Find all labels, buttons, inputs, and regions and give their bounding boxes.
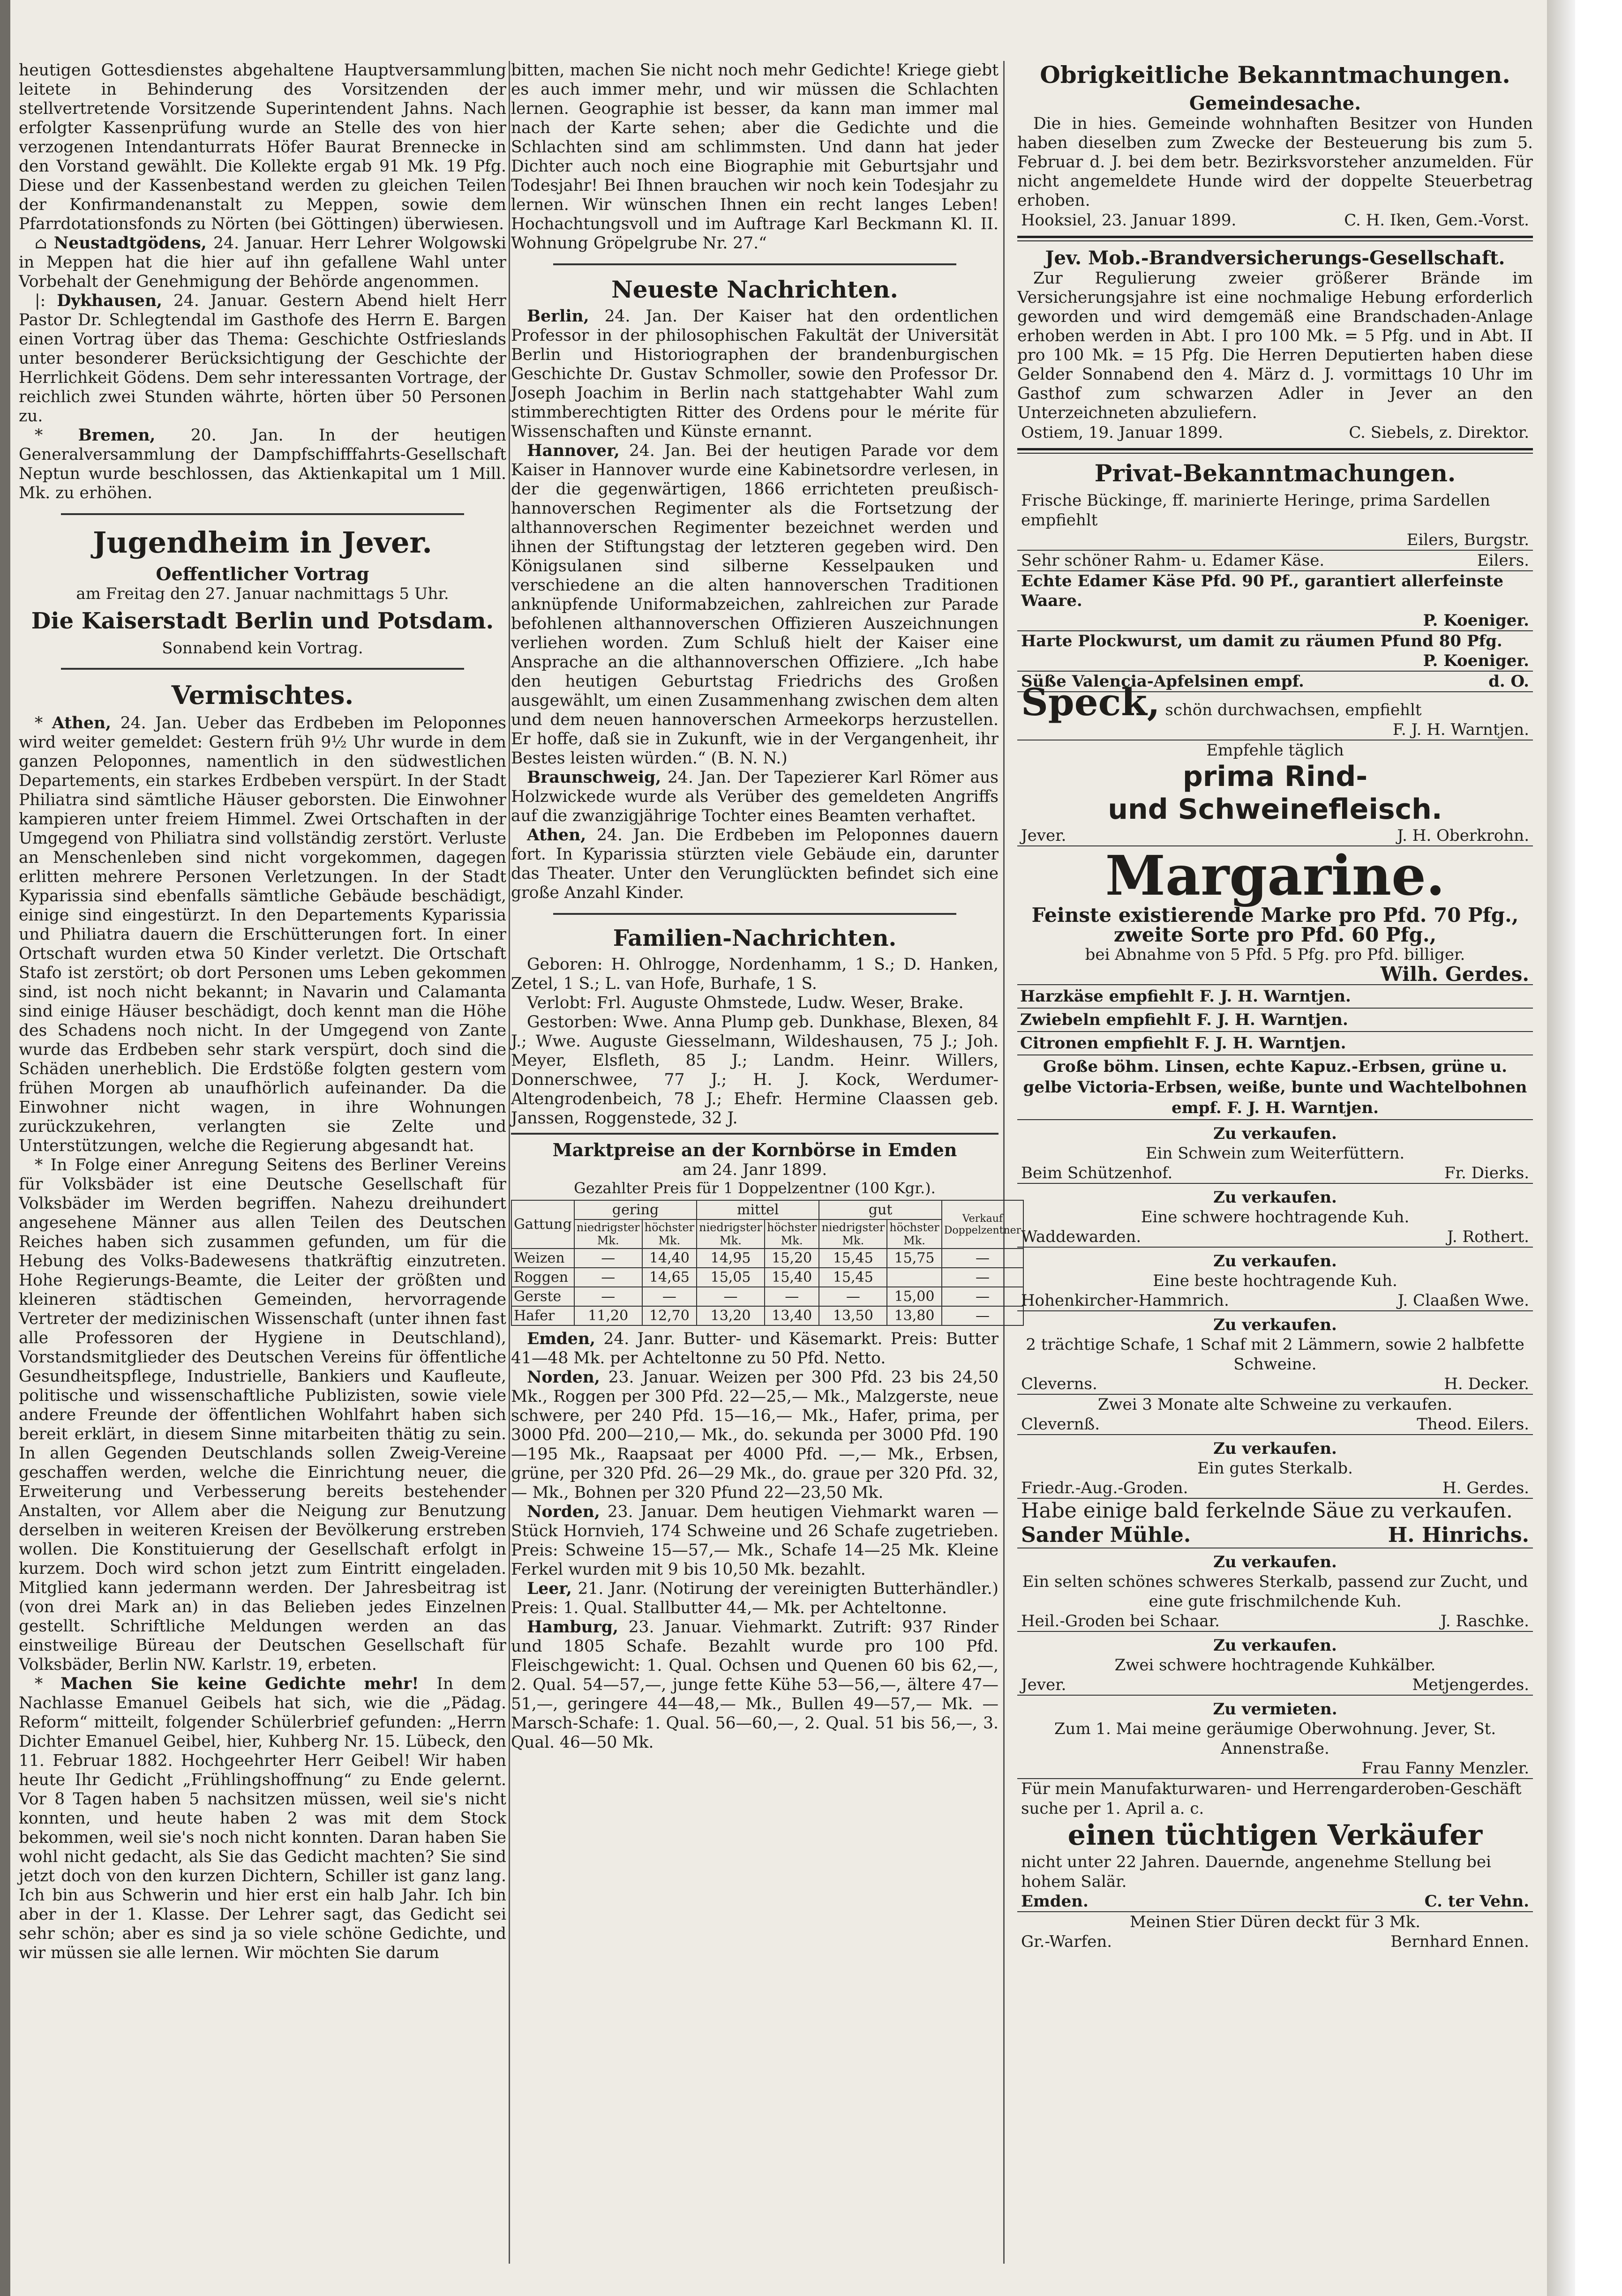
article-text: 23. Januar. Dem heutigen Viehmarkt waren — Stück Hornvieh, 174 Schweine und 26 Schafe zugetrieben. Preis: Schweine 15—57,— Mk., Schafe 14—25 Mk. Kleine Ferkel wurden mit 9 bis 10,50 Mk. bezahlt. [511,1503,999,1579]
place-name: Hamburg, [527,1618,618,1637]
classified-ad: Frische Bückinge, ff. marinierte Heringe, prima Sardellen empfiehlt Eilers, Burgstr. [1017,491,1533,551]
table-subheader: höchster Mk. [887,1219,941,1249]
divider [1017,448,1533,454]
classified-ad: Zu verkaufen. Eine schwere hochtragende Kuh. Waddewarden. J. Rothert. [1017,1188,1533,1248]
place-name: Leer, [527,1579,572,1598]
divider [61,668,464,670]
table-subheader: niedrigster Mk. [819,1219,887,1249]
classified-ad: Zu verkaufen. Zwei schwere hochtragende Kuhkälber. Jever. Metjengerdes. [1017,1636,1533,1696]
classified-ad: Zwiebeln empfiehlt F. J. H. Warntjen. [1017,1009,1533,1032]
table-subheader: höchster Mk. [765,1219,819,1249]
article-text: bitten, machen Sie nicht noch mehr Gedichte! Kriege giebt es auch immer mehr, und wir müssen die Schlachten lernen. Geographie ist besser, da kann man immer mal nach der Karte sehen; aber die Gedichte und die Schlachten sind am schlimmsten. Und dann hat jeder Dichter auch noch eine Biographie mit Geburtsjahr und Todesjahr! Bei Ihnen brauchen wir noch kein Todesjahr zu lernen. Wir wünschen Ihnen ein recht langes Leben! Hochachtungsvoll und im Auftrage Karl Beckmann Kl. II. Wohnung Gröpelgrube Nr. 27.“ [511,61,999,253]
table-subheader: höchster Mk. [642,1219,697,1249]
divider [1017,236,1533,241]
article-text: 24. Januar. Gestern Abend hielt Herr Pastor Dr. Schlegtendal im Gasthofe des Herrn E. Bargen einen Vortrag über das Thema: Geschichte Ostfrieslands unter besonderer Berücksichtigung der Geschichte der Herrlichkeit Gödens. Dem sehr interessanten Vortrage, der reichlich zwei Stunden währte, hörten über 50 Personen zu. [19,292,507,426]
classified-ad: Sehr schöner Rahm- u. Edamer Käse. Eilers. [1017,551,1533,571]
article [511,441,999,768]
scan-edge [1547,0,1575,2296]
event-note: Sonnabend kein Vortrag. [162,639,363,658]
article-text: heutigen Gottesdienstes abgehaltene Hauptversammlung leitete in Behinderung des Vorsitzenden der stellvertretende Vorsitzende Superintendent Jahns. Nach erfolgter Kassenprüfung wurde an Stelle des von hier verzogenen Intendanturrats Höfer Baurat Brennecke in den Vorstand gewählt. Die Kollekte ergab 91 Mk. 19 Pfg. Diese und der Kassenbestand werden zu gleichen Teilen der Konfirmandenanstalt zu Meppen, sowie dem Pfarrdotationsfonds zu Nörten (bei Göttingen) überwiesen. [19,61,506,233]
article-text: In dem Nachlasse Emanuel Geibels hat sich, wie die „Pädag. Reform“ mitteilt, folgender Schülerbrief gefunden: „Herrn Dichter Emanuel Geibel, hier, Kuhberg Nr. 15. Lübeck, den 11. Februar 1882. Hochgeehrter Herr Geibel! Wir haben heute Ihr Gedicht „Frühlingshoffnung“ zu Ende gelernt. Vor 8 Tagen haben 5 nachsitzen müssen, weil sie's nicht konnten, und heute haben 2 was mit dem Stock bekommen, weil sie's noch nicht konnten. Daran haben Sie wohl nicht gedacht, als Sie das Gedicht machten? Sie sind jetzt doch von den kurzen Dichtern, Schiller ist ganz lang. Ich bin aus Schwerin und hier erst ein halb Jahr. Ich bin aber in der 1. Klasse. Der Lehrer sagt, das Gedicht sei sehr schön; aber es sind ja so viele schöne Gedichte, und wir müssen sie alle lernen. Wir möchten Sie darum [19,1675,507,1962]
table-header: Gattung [511,1200,574,1249]
column-rule [1003,61,1005,2264]
notice-footer: Hooksiel, 23. Januar 1899. C. H. Iken, Gem.-Vorst. [1021,211,1529,230]
classified-ad: Margarine. Feinste existierende Marke pro Pfd. 70 Pfg., zweite Sorte pro Pfd. 60 Pfg., bei Abnahme von 5 Pfd. 5 Pfg. pro Pfd. billiger. Wilh. Gerdes. [1017,846,1533,985]
article [511,307,999,441]
table-row: Gerste — — — — — 15,00 — [511,1287,1023,1306]
table-header: mittel [697,1200,819,1219]
binding-edge [0,0,10,2296]
notice-text: Zur Regulierung zweier größerer Brände im Versicherungsjahre ist eine nochmalige Hebung erforderlich geworden und wird demgemäß eine Brandschaden-Anlage erhoben werden in Abt. I pro 100 Mk. = 5 Pfg. und in Abt. II pro 100 Mk. = 15 Pfg. Die Herren Deputierten haben diese Gelder Sonnabend den 4. März d. J. vormittags 10 Uhr im Gasthof zum schwarzen Adler in Jever an den Unterzeichneten abzuliefern. [1017,269,1533,422]
article [511,1330,999,1368]
market-date: am 24. Janr 1899. [682,1160,827,1179]
divider [61,513,464,515]
place-name: Emden, [527,1330,595,1348]
classified-ad: Echte Edamer Käse Pfd. 90 Pf., garantiert allerfeinste Waare. P. Koeniger. [1017,571,1533,631]
article-text: In Folge einer Anregung Seitens des Berliner Vereins für Volksbäder ist eine Deutsche Gesellschaft für Volksbäder im Werden begriffen. Nahezu dreihundert angesehene Männer aus allen Teilen des Deutschen Reiches haben sich zusammen gefunden, um für die Hebung des Volks-Badewesens thatkräftig einzutreten. Hohe Regierungs-Beamte, die Leiter der größten und kleineren städtischen Gemeinden, hervorragende Vertreter der medizinischen Wissenschaft (unter ihnen fast alle Professoren der Hygiene in Deutschland), Vorstandsmitglieder des Deutschen Vereins für öffentliche Gesundheitspflege, Industrielle, Bankiers und Kaufleute, politische und wissenschaftliche Publizisten, sowie viele andere Freunde der öffentlichen Wohlfahrt haben sich bereit erklärt, in diesem Sinne mitarbeiten thätig zu sein. In allen Gegenden Deutschlands sollen Zweig-Vereine geschaffen werden, welche die Einrichtung neuer, die Erweiterung und Verbesserung bereits bestehender Anstalten, vor Allem aber die Neigung zur Benutzung derselben in weiteren Kreisen der Bevölkerung erstreben wollen. Die Konstituierung der Gesellschaft erfolgt in kurzem. Doch wird schon jetzt zum Eintritt eingeladen. Mitglied kann jedermann werden. Der Jahresbeitrag ist (von drei Mark an) in das Belieben jedes Einzelnen gestellt. Schriftliche Meldungen werden an das einstweilige Büreau der Deutschen Gesellschaft für Volksbäder, Berlin NW. Karlstr. 19, erbeten. [19,1156,506,1674]
notice-footer: Ostiem, 19. Januar 1899. C. Siebels, z. Direktor. [1021,423,1529,442]
section-title: Vermischtes. [171,680,354,710]
notice-title: Jev. Mob.-Brandversicherungs-Gesellschaft. [1045,247,1505,269]
classified-ad: Empfehle täglich prima Rind- und Schweinefleisch. Jever. J. H. Oberkrohn. [1017,740,1533,846]
table-row: Weizen — 14,40 14,95 15,20 15,45 15,75 — [511,1249,1023,1268]
classified-ad: Citronen empfiehlt F. J. H. Warntjen. [1017,1032,1533,1055]
article-text: 24. Jan. Ueber das Erdbeben im Peloponnes wird weiter gemeldet: Gestern früh 9½ Uhr wurde in dem ganzen Peloponnes, namentlich in den südwestlichen Departements, ein starkes Erdbeben verspürt. In der Stadt Philiatra sind sämtliche Häuser geborsten. Die Einwohner kampieren unter freiem Himmel. Zwei Ortschaften in der Umgegend von Philiatra sind vollständig zerstört. Verluste an Menschenleben sind nicht vorgekommen, dagegen erlitten mehrere Personen Verletzungen. In der Stadt Kyparissia sind ebenfalls sämtliche Gebäude beschädigt, einige sind eingestürzt. In den Departements Kyparissia und Philiatra dauern die Erschütterungen fort. In einer Ortschaft wurden etwa 50 Kinder verletzt. Die Ortschaft Stafo ist zerstört; ob dort Personen ums Leben gekommen sind, ist noch nicht bekannt; in Navarin und Calamanta sind einige Häuser beschädigt, doch kennt man die Höhe des Schadens noch nicht. In der Umgegend von Zante wurde das Erdbeben sehr stark verspürt, doch sind die Schäden unerheblich. Die Erdstöße folgten gestern vom frühen Morgen ab unaufhörlich aufeinander. Da die Einwohner nicht wagen, in ihre Wohnungen zurückzukehren, verlangten sie Zelte und Unterstützungen, welche die Regierung abgesandt hat. [19,714,507,1155]
event-topic: Die Kaiserstadt Berlin und Potsdam. [31,608,494,634]
article [511,826,999,903]
column-rule [509,61,510,2264]
classified-ad: Zu vermieten. Zum 1. Mai meine geräumige Oberwohnung. Jever, St. Annenstraße. Frau Fanny Menzler. [1017,1699,1533,1779]
column-left [19,61,506,2273]
place-name: Neustadtgödens, [53,234,207,253]
section-title: Privat-Bekanntmachungen. [1094,459,1456,487]
article: * Athen, 24. Jan. Ueber das Erdbeben im Peloponnes wird weiter gemeldet: Gestern früh 9½ Uhr wurde in dem ganzen Peloponnes, namentlich in den südwestlichen Departements, ein starkes Erdbeben verspürt. In der Stadt Philiatra sind sämtliche Häuser geborsten. Die Einwohner kampieren unter freiem Himmel. Zwei Ortschaften in der Umgegend von Philiatra sind vollständig zerstört. Verluste an Menschenleben sind nicht vorgekommen, dagegen erlitten mehrere Personen Verletzungen. In der Stadt Kyparissia sind ebenfalls sämtliche Gebäude beschädigt, einige sind eingestürzt. In den Departements Kyparissia und Philiatra dauern die Erschütterungen fort. In einer Ortschaft wurden etwa 50 Kinder verletzt. Die Ortschaft Stafo ist zerstört; ob dort Personen ums Leben gekommen sind, ist noch nicht bekannt; in Navarin und Calamanta sind einige Häuser beschädigt, doch kennt man die Höhe des Schadens noch nicht. In der Umgegend von Zante wurde das Erdbeben sehr stark verspürt, doch sind die Schäden unerheblich. Die Erdstöße folgten gestern vom frühen Morgen ab unaufhörlich aufeinander. Da die Einwohner nicht wagen, in ihre Wohnungen zurückzukehren, verlangten sie Zelte und Unterstützungen, welche die Regierung abgesandt hat. [19,714,507,1155]
article-text: 23. Januar. Viehmarkt. Zutrift: 937 Rinder und 1805 Schafe. Bezahlt wurde pro 100 Pfd. Fleischgewicht: 1. Qual. Ochsen und Quenen 60 bis 62,—, 2. Qual. 54—57,—, junge fette Kühe 53—56,—, ältere 47—51,—, geringere 44—48,— Mk., Bullen 49—57,— Mk. — Marsch-Schafe: 1. Qual. 56—60,—, 2. Qual. 51 bis 56,—, 3. Qual. 46—50 Mk. [511,1618,999,1752]
classified-ad: Meinen Stier Düren deckt für 3 Mk. Gr.-Warfen. Bernhard Ennen. [1021,1913,1529,1951]
section-title: Jugendheim in Jever. [93,525,432,560]
notice-title: Gemeindesache. [1189,92,1361,114]
article-text: 24. Jan. Die Erdbeben im Peloponnes dauern fort. In Kyparissia stürzten viele Gebäude ein, darunter das Theater. Unter den Verunglückten befindet sich eine große Anzahl Kinder. [511,826,999,902]
market-price-table [511,1200,1024,1326]
place-name: Norden, [527,1368,600,1387]
article-text: 24. Jan. Der Tapezierer Karl Römer aus Holzwickede wurde als Verüber des gemeldeten Angriffs auf die zwanzigjährige Tochter eines Beamten verhaftet. [511,768,999,825]
classified-ad: Speck, schön durchwachsen, empfiehlt F. J. H. Warntjen. [1017,692,1533,740]
classified-ad: Zu verkaufen. 2 trächtige Schafe, 1 Schaf mit 2 Lämmern, sowie 2 halbfette Schweine. Cleverns. H. Decker. [1017,1315,1533,1395]
classified-ad: Süße Valencia-Apfelsinen empf. d. O. [1017,672,1533,692]
place-name: Braunschweig, [527,768,661,787]
article: |: Dykhausen, 24. Januar. Gestern Abend hielt Herr Pastor Dr. Schlegtendal im Gasthofe des Herrn E. Bargen einen Vortrag über das Thema: Geschichte Ostfrieslands unter besonderer Berücksichtigung der Geschichte der Herrlichkeit Gödens. Dem sehr interessanten Vortrage, der reichlich zwei Stunden währte, hörten über 50 Personen zu. [19,292,507,426]
article-text: 20. Jan. In der heutigen Generalversammlung der Dampfschifffahrts-Gesellschaft Neptun wurde beschlossen, das Aktienkapital um 1 Mill. Mk. zu erhöhen. [19,426,506,502]
article-text: 24. Jan. Der Kaiser hat den ordentlichen Professor in der philosophischen Fakultät der Universität Berlin und Historiographen der brandenburgischen Geschichte Dr. Gustav Schmoller, sowie den Professor Dr. Joseph Joachim in Berlin nach stattgehabter Wahl zum stimmberechtigten Ritter des Ordens pour le mérite für Wissenschaften und Künste ernannt. [511,307,999,441]
market-title: Marktpreise an der Kornbörse in Emden [552,1139,957,1160]
article [511,1579,999,1618]
classified-ad: Habe einige bald ferkelnde Säue zu verkaufen. Sander Mühle. H. Hinrichs. [1017,1499,1533,1548]
table-header: gering [574,1200,697,1219]
column-right [1017,61,1533,2273]
table-header: Verkauf Doppelzentner [942,1200,1023,1249]
place-name: Hannover, [527,441,620,460]
divider [553,913,956,915]
classified-ad: Für mein Manufakturwaren- und Herrengarderoben-Geschäft suche per 1. April a. c. einen tüchtigen Verkäufer nicht unter 22 Jahren. Dauernde, angenehme Stellung bei hohem Salär. Emden. C. ter Vehn. [1017,1779,1533,1912]
deaths: Gestorben: Wwe. Anna Plump geb. Dunkhase, Blexen, 84 J.; Wwe. Auguste Giesselmann, Wildeshausen, 75 J.; Joh. Meyer, Elsfleth, 85 J.; Landm. Heinr. Willers, Donnerschwee, 77 J.; H. J. Kock, Werdumer-Altengrodenbeich, 78 J.; Ehefr. Hermine Claassen geb. Janssen, Roggenstede, 32 J. [511,1013,999,1128]
classified-ad: Zwei 3 Monate alte Schweine zu verkaufen. Clevernß. Theod. Eilers. [1017,1395,1533,1435]
article-text: 21. Janr. (Notirung der vereinigten Butterhändler.) Preis: 1. Qual. Stallbutter 44,— Mk. per Achteltonne. [511,1579,999,1617]
place-name: Dykhausen, [57,292,163,310]
article-text: 24. Janr. Butter- und Käsemarkt. Preis: Butter 41—48 Mk. per Achteltonne zu 50 Pfd. Netto. [511,1330,999,1368]
divider [511,1133,999,1135]
article-text: 23. Januar. Weizen per 300 Pfd. 23 bis 24,50 Mk., Roggen per 300 Pfd. 22—25,— Mk., Malzgerste, neue schwere, per 240 Pfd. 15—16,— Mk., Hafer, prima, per 3000 Pfd. 200—210,— Mk., do. sekunda per 3000 Pfd. 190—195 Mk., Raapsaat per 4000 Pfd. —,— Mk., Erbsen, grüne, per 320 Pfd. 26—29 Mk., do. graue per 320 Pfd. 32,— Mk., Bohnen per 320 Pfund 22—23,50 Mk. [511,1368,999,1502]
article [511,1368,999,1503]
article: * In Folge einer Anregung Seitens des Berliner Vereins für Volksbäder ist eine Deutsche Gesellschaft für Volksbäder im Werden begriffen. Nahezu dreihundert angesehene Männer aus allen Teilen des Deutschen Reiches haben sich zusammen gefunden, um für die Hebung des Volks-Badewesens thatkräftig einzutreten. Hohe Regierungs-Beamte, die Leiter der größten und kleineren städtischen Gemeinden, hervorragende Vertreter der medizinischen Wissenschaft (unter ihnen fast alle Professoren der Hygiene in Deutschland), Vorstandsmitglieder des Deutschen Vereins für öffentliche Gesundheitspflege, Industrielle, Bankiers und Kaufleute, politische und wissenschaftliche Publizisten, sowie viele andere Freunde der öffentlichen Wohlfahrt haben sich bereit erklärt, in diesem Sinne mitarbeiten thätig zu sein. In allen Gegenden Deutschlands sollen Zweig-Vereine geschaffen werden, welche die Einrichtung neuer, die Erweiterung und Verbesserung bereits bestehender Anstalten, vor Allem aber die Neigung zur Benutzung derselben in weiteren Kreisen der Bevölkerung erstreben wollen. Die Konstituierung der Gesellschaft erfolgt in kurzem. Doch wird schon jetzt zum Eintritt eingeladen. Mitglied kann jedermann werden. Der Jahresbeitrag ist (von drei Mark an) in das Belieben jedes Einzelnen gestellt. Schriftliche Meldungen werden an das einstweilige Büreau der Deutschen Gesellschaft für Volksbäder, Berlin NW. Karlstr. 19, erbeten. [19,1156,506,1674]
article: ⌂ Neustadtgödens, 24. Januar. Herr Lehrer Wolgowski in Meppen hat die hier auf ihn gefallene Wahl unter Vorbehalt der Genehmigung der Behörde angenommen. [19,234,506,291]
place-name: Bremen, [78,426,156,445]
event-time: am Freitag den 27. Januar nachmittags 5 Uhr. [76,584,449,603]
classified-ad: Zu verkaufen. Ein gutes Sterkalb. Friedr.-Aug.-Groden. H. Gerdes. [1017,1439,1533,1499]
article: * Bremen, 20. Jan. In der heutigen Generalversammlung der Dampfschifffahrts-Gesellschaft Neptun wurde beschlossen, das Aktienkapital um 1 Mill. Mk. zu erhöhen. [19,426,506,502]
market-subtitle: Gezahlter Preis für 1 Doppelzentner (100 Kgr.). [574,1179,936,1197]
classified-ad: Harzkäse empfiehlt F. J. H. Warntjen. [1017,985,1533,1009]
section-title: Neueste Nachrichten. [611,276,898,303]
article: * Machen Sie keine Gedichte mehr! In dem Nachlasse Emanuel Geibels hat sich, wie die „Pädag. Reform“ mitteilt, folgender Schülerbrief gefunden: „Herrn Dichter Emanuel Geibel, hier, Kuhberg Nr. 15. Lübeck, den 11. Februar 1882. Hochgeehrter Herr Geibel! Wir haben heute Ihr Gedicht „Frühlingshoffnung“ zu Ende gelernt. Vor 8 Tagen haben 5 nachsitzen müssen, weil sie's nicht konnten, und heute haben 2 was mit dem Stock bekommen, weil sie's noch nicht konnten. Daran haben Sie wohl nicht gedacht, als Sie das Gedicht machten? Sie sind jetzt doch von den kurzen Dichtern, Schiller ist ganz lang. Ich bin aus Schwerin und hier erst ein halb Jahr. Ich bin aber in der 1. Klasse. Der Lehrer sagt, das Gedicht sei sehr schön; aber es sind ja so viele schöne Gedichte, und wir müssen sie alle lernen. Wir möchten Sie darum [19,1675,507,1962]
divider [553,263,956,265]
table-row: Roggen — 14,65 15,05 15,40 15,45 — [511,1268,1023,1287]
place-name: Athen, [52,714,112,733]
place-name: Athen, [527,826,586,845]
table-row: Hafer 11,20 12,70 13,20 13,40 13,50 13,80 — [511,1306,1023,1325]
births: Geboren: H. Ohlrogge, Nordenhamm, 1 S.; D. Hanken, Zetel, 1 S.; L. van Hofe, Burhafe, 1 S. [511,955,999,993]
section-title: Obrigkeitliche Bekanntmachungen. [1040,61,1510,89]
column-middle [511,61,1021,2273]
place-name: Berlin, [527,307,589,326]
classified-ad: Große böhm. Linsen, echte Kapuz.-Erbsen, grüne u. gelbe Victoria-Erbsen, weiße, bunte und Wachtelbohnen empf. F. J. H. Warntjen. [1017,1055,1533,1120]
table-subheader: niedrigster Mk. [574,1219,642,1249]
article-text: 24. Jan. Bei der heutigen Parade vor dem Kaiser in Hannover wurde eine Kabinetsordre verlesen, in der die gegenwärtigen, 1866 errichteten preußisch-hannoverschen Regimenter als die Fortsetzung der althannoverschen Regimenter bezeichnet werden und ihnen der Stiftungstag der letzteren gegeben wird. Den Königsulanen sind silberne Kesselpauken und verschiedene an die alten hannoverschen Traditionen anknüpfende Uniformabzeichen, zahlreichen zur Parade befohlenen althannoverschen Offizieren Auszeichnungen verliehen worden. Zum Schluß hielt der Kaiser eine Ansprache an die althannoverschen Offiziere. „Ich habe den heutigen Geburtstag Friedrichs des Großen ausgewählt, um einen Zusammenhang zwischen dem alten und dem neuen hannoverschen Armeekorps herzustellen. Er hoffe, daß sie in Zukunft, wie in der Vergangenheit, ihr Bestes leisten würden.“ (B. N. N.) [511,441,999,768]
table-header: gut [819,1200,941,1219]
classified-ad: Zu verkaufen. Ein selten schönes schweres Sterkalb, passend zur Zucht, und eine gute frischmilchende Kuh. Heil.-Groden bei Schaar. J. Raschke. [1017,1552,1533,1632]
article [511,1503,999,1579]
table-subheader: niedrigster Mk. [697,1219,765,1249]
article [511,1618,999,1752]
classified-ad: Harte Plockwurst, um damit zu räumen Pfund 80 Pfg. P. Koeniger. [1017,631,1533,672]
article-text: 24. Januar. Herr Lehrer Wolgowski in Meppen hat die hier auf ihn gefallene Wahl unter Vorbehalt der Genehmigung der Behörde angenommen. [19,234,506,291]
section-title: Familien-Nachrichten. [613,925,897,951]
article-headline: Machen Sie keine Gedichte mehr! [60,1675,419,1693]
classified-ad: Zu verkaufen. Ein Schwein zum Weiterfüttern. Beim Schützenhof. Fr. Dierks. [1017,1124,1533,1184]
place-name: Norden, [527,1503,600,1521]
engagements: Verlobt: Frl. Auguste Ohmstede, Ludw. Weser, Brake. [527,994,964,1012]
notice-text: Die in hies. Gemeinde wohnhaften Besitzer von Hunden haben dieselben zum Zwecke der Besteuerung bis zum 5. Februar d. J. bei dem betr. Bezirksvorsteher anzumelden. Für nicht angemeldete Hunde wird der doppelte Steuerbetrag erhoben. [1017,114,1533,210]
classified-ad: Zu verkaufen. Eine beste hochtragende Kuh. Hohenkircher-Hammrich. J. Claaßen Wwe. [1017,1251,1533,1311]
event-type: Oeffentlicher Vortrag [156,563,369,584]
article [511,768,999,826]
